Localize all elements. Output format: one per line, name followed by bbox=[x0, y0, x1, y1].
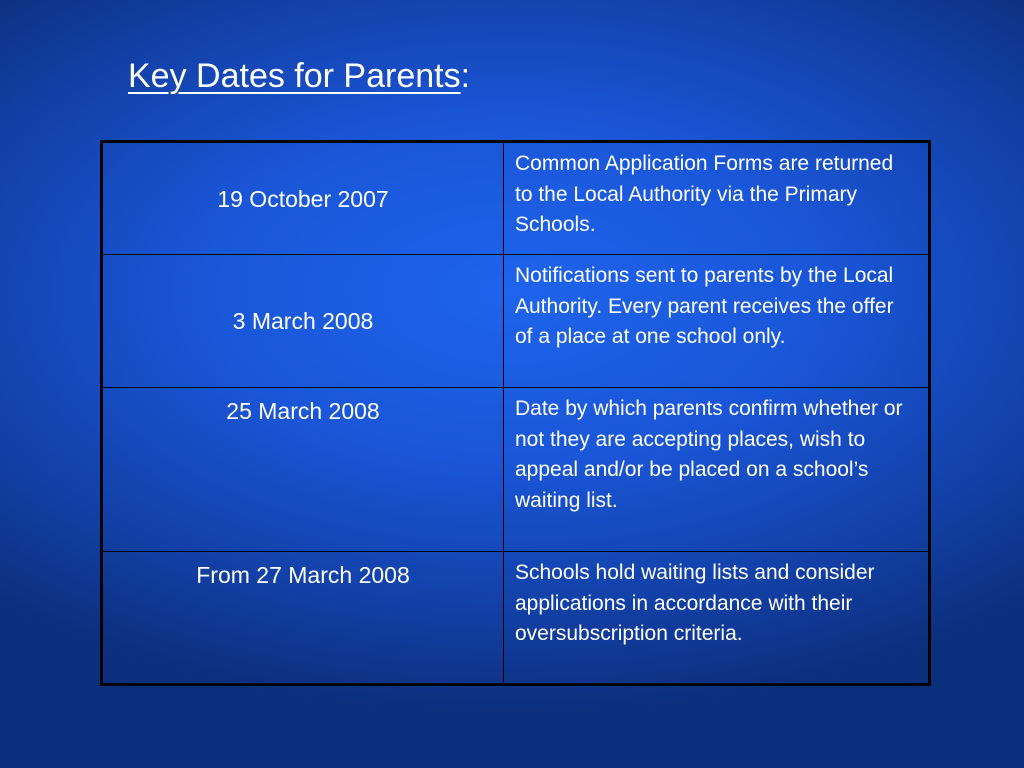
key-dates-table bbox=[100, 140, 931, 686]
slide-title bbox=[128, 54, 470, 98]
description-cell: Notifications sent to parents by the Local Authority. Every parent receives the offer of a place at one school only. bbox=[504, 255, 930, 388]
table-row bbox=[102, 388, 930, 552]
description-cell: Schools hold waiting lists and consider applications in accordance with their oversubscription criteria. bbox=[504, 552, 930, 685]
date-cell: 3 March 2008 bbox=[102, 255, 504, 388]
slide-title-colon: : bbox=[460, 57, 471, 95]
date-cell: 25 March 2008 bbox=[102, 388, 504, 552]
table-row bbox=[102, 142, 930, 255]
table-row bbox=[102, 552, 930, 685]
table-row bbox=[102, 255, 930, 388]
date-cell: 19 October 2007 bbox=[102, 142, 504, 255]
slide-title-text: Key Dates for Parents bbox=[128, 57, 461, 95]
date-cell: From 27 March 2008 bbox=[102, 552, 504, 685]
description-cell: Date by which parents confirm whether or not they are accepting places, wish to appeal and/or be placed on a school’s waiting list. bbox=[504, 388, 930, 552]
description-cell: Common Application Forms are returned to the Local Authority via the Primary Schools. bbox=[504, 142, 930, 255]
